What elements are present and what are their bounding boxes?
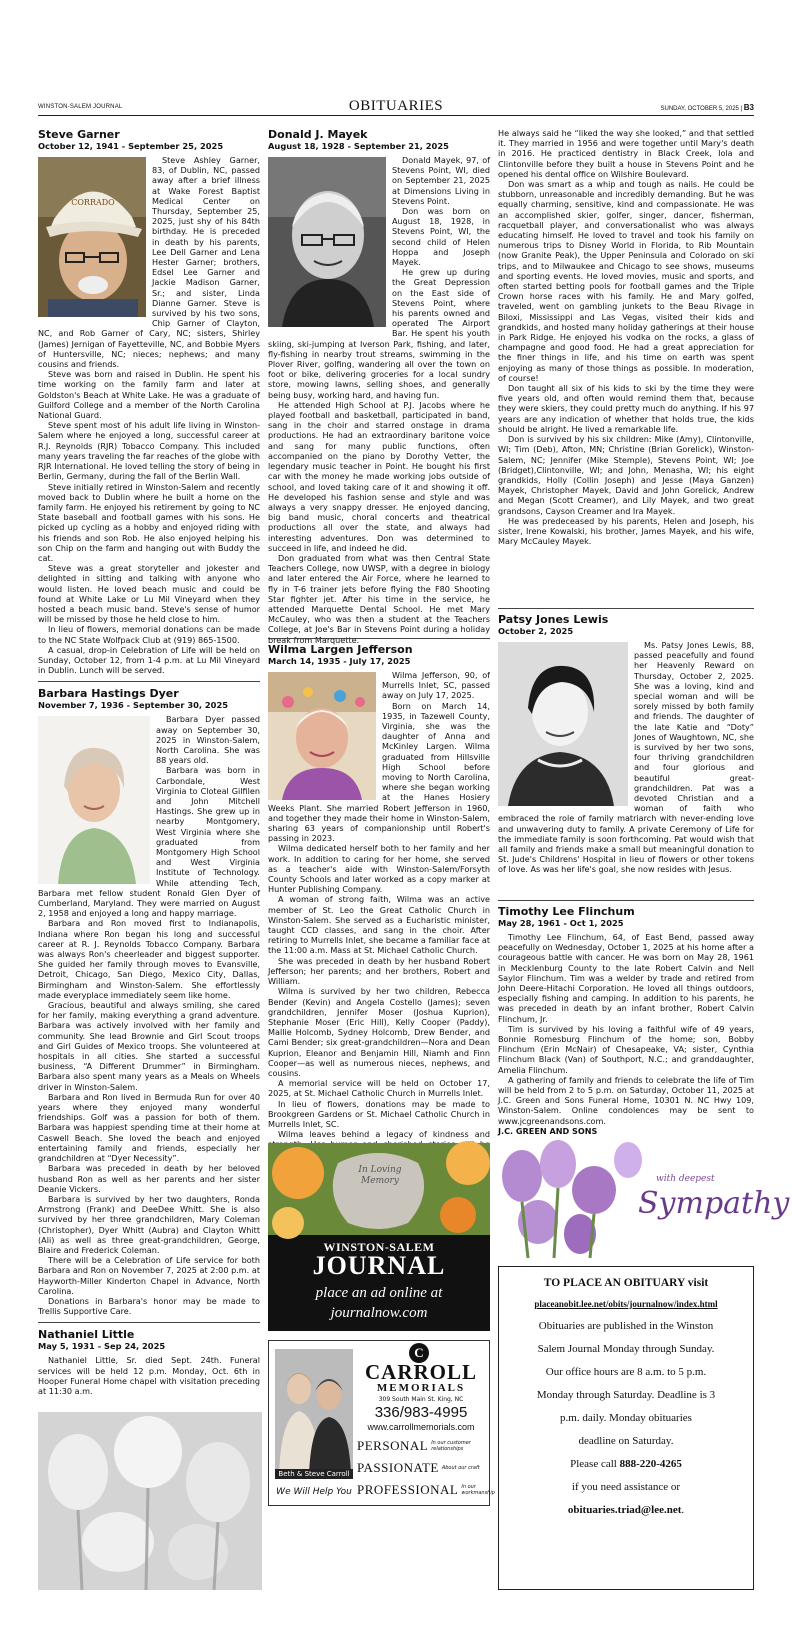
obit-dates: October 2, 2025 [498,626,574,636]
svg-text:CORRADO: CORRADO [71,198,115,207]
portrait-photo [268,157,386,327]
obit-name: Donald J. Mayek [268,128,368,141]
obit-nathaniel-little: Nathaniel Little May 5, 1931 - Sep 24, 2025 Nathaniel Little, Sr. died Sept. 24th. Funeral services will be held 12 p.m. Monday, Oct. 6th in Hooper Funeral Home chapel with visitation preceding at 11:30 a.m. [38,1322,260,1396]
obit-timothy-flinchum: Timothy Lee Flinchum May 28, 1961 - Oct 1, 2025 Timothy Lee Flinchum, 64, of East Bend, passed away peacefully on Wednesday, October 1, 2025 at his home after a courageous battle with cancer. He was born on May 28, 1961 in Mecklenburg County to the late Robert Calvin and Nell Saylor Flinchum. Tim was a welder by trade and retired from John Deere-Hitachi Corporation. He loved all things outdoors, especially fishing and camping. In addition to his parents, he was preceded in death by an infant brother, Robert Calvin Flinchum, Jr. Tim is survived by his loving a faithful wife of 49 years, Bonnie Romesburg Flinchum of the home; son, Bobby Flinchum (Erin McNair) of Chesapeake, VA; sister, Cynthia Flinchum Black (Van) of Southport, N.C.; and granddaughter, Amelia Flinchum. A gathering of family and friends to celebrate the life of Tim will be held from 2 to 5 p.m. on Saturday, October 11, 2025 at J.C. Green and Sons Funeral Home, 10301 N. NC Hwy 109, Winston-Salem. Online condolences may be sent to www.jcgreenandsons.com. J.C. GREEN AND SONS [498,900,754,1146]
ad-link[interactable]: journalnow.com [330,1305,428,1321]
info-title: TO PLACE AN OBITUARY visit [543,1277,709,1289]
portrait-photo [498,642,628,806]
obit-name: Nathaniel Little [38,1328,135,1342]
portrait-photo [38,716,150,884]
info-phone[interactable]: 888-220-4265 [619,1458,682,1470]
ad-line-1: place an ad online at [315,1285,443,1301]
journal-brand: JOURNAL [312,1251,446,1280]
portrait-photo [38,157,146,317]
info-email-line: obituaries.triad@lee.net. [567,1504,685,1516]
sympathy-image [498,1136,790,1258]
paper-name: WINSTON-SALEM JOURNAL [38,104,123,110]
obit-dates: November 7, 1936 - September 30, 2025 [38,700,229,711]
obit-dates: August 18, 1928 - September 21, 2025 [268,141,449,151]
page-header [38,98,754,116]
carroll-address: 309 South Main St. King, NC [378,1396,464,1403]
journal-brand-top: WINSTON-SALEM [323,1240,435,1254]
info-email[interactable]: obituaries.triad@lee.net [567,1504,682,1516]
obit-name: Timothy Lee Flinchum [498,905,635,918]
section-title: OBITUARIES [348,98,444,114]
obit-dates: October 12, 1941 - September 25, 2025 [38,141,224,151]
carroll-phone[interactable]: 336/983-4995 [374,1404,468,1421]
carroll-name: CARROLL [364,1360,477,1384]
sympathy-small: with deepest [656,1174,715,1184]
carroll-sub: MEMORIALS [376,1382,466,1394]
obit-name: Wilma Largen Jefferson [268,643,413,656]
owners-photo [275,1349,353,1475]
journal-ad[interactable] [268,1143,490,1331]
info-url[interactable]: placeanobit.lee.net/obits/journalnow/index.html [534,1299,718,1309]
carroll-memorials-ad[interactable] [268,1340,495,1506]
sympathy-big: Sympathy [638,1186,790,1221]
portrait-photo [268,672,376,800]
obit-donald-mayek: Donald J. Mayek August 18, 1928 - September 21, 2025 Donald Mayek, 97, of Stevens Point, WI, died on September 21, 2025 at Dimensions Living in Stevens Point. Don was born on August 18, 1928, in Stevens Point, WI, the second child of Helen Hoppa and Joseph Mayek. He grew up during the Great Depression on the East side of Stevens Point, where his parents owned and operated The Airport Bar. He spent his youth skiing, ski-jumping at Iverson Park, fishing, and later, fly-fishing in nearby trout streams, swimming in the Plover River, golfing, wandering all over the town on foot or bike, delivering groceries for a local sundry store, mowing lawns, selling shoes, and generally being busy, working hard, and having fun. He attended High School at P.J. Jacobs where he played football and basketball, participated in band, sang in the choir and starred onstage in drama productions. He had an extraordinary baritone voice and sang for many public functions, often accompanied on the piano by Dorothy Vetter, the legendary music teacher in Point. He bought his first car with the money he made working jobs outside of school, and loved taking care of it and showing it off. He developed his fashion sense and style and was always a very snappy dresser. He enjoyed dancing, big band music, choral concerts and theatrical productions all over the state, and always had interesting adventures. Don was determined to succeed in life, and indeed he did. Don graduated from what was then Central State Teachers College, now UWSP, with a degree in biology and later entered the Air Force, where he learned to fly in T-6 trainer jets before flying the F80 Shooting Star fighter jet. After his time in the service, he attended Marquette Dental School. He met Mary McCauley, who was then a student at the Teachers College, at Joe's Bar in Stevens Point during a holiday break from Marquette. [268,128,490,645]
obit-mayek-continued: He always said he “liked the way she looked,” and that settled it. They married in 1956 and were together until Mary's death in 2016. He practiced dentistry in Black Creek, Iola and Clintonville before they built a house in Stevens Point and he opened his dental office on Wilshire Boulevard. Don was smart as a whip and tough as nails. He could be stubborn, unreasonable and incredibly demanding. But he was equally charming, sensitive, kind and compassionate. He was an accomplished skier, golfer, singer, dancer, fisherman, racquetball player, and conversationalist who was always educating himself. He loved to travel and took his family on numerous trips to Disney World in Florida, to Rib Mountain (now Granite Peak), the Upper Peninsula and Colorado on ski trips, and to Milwaukee and Chicago to see shows, museums and sporting events. He loved movies, music and sports, and often started betting pools for football games and the Triple Crown horse races with his family. He and Mary golfed, traveled, went on gambling junkets to the Beau Rivage in Biloxi, Mississippi and Las Vegas, visited their kids and grandkids, and hosted many holiday gatherings at their house in Park Ridge. He enjoyed his vodka on the rocks, a glass of champagne and good food. He had a great appreciation for the finer things in life, and his time on earth was spent enjoying as many of those things as possible. In moderation, of course! Don taught all six of his kids to ski by the time they were five years old, and often would remind them that, because they were skiers, they could pretty much do anything. If his 97 years are any indication of whether that holds true, the kids should be alright. He lived a remarkable life. Don is survived by his six children: Mike (Amy), Clintonville, WI; Tim (Deb), Afton, MN; Christine (Brian Gorelick), Winston-Salem, NC; Jennifer (Mike Stemple), Stevens Point, WI; Joe (Bridget),Clintonville, WI; and John, Menasha, WI; his eight grandkids, Holly (Collin Joseph) and Jesse (Maya Ganzen) Mayek, Christopher Mayek, David and John Gorelick, Andrew and Megan (Scott Creamer), and Lily Mayek, and two great grandsons, Cayson Creamer and Ira Mayek. He was predeceased by his parents, Helen and Joseph, his sister, Irene Kowalski, his brother, James Mayek, and his wife, Mary McCauley Mayek. [498,128,754,547]
obit-steve-garner: Steve Garner October 12, 1941 - September 25, 2025 CORRADO Steve Ashley Garner, 83, of Dublin, NC, passed away after a brief illness at Wake Forest Baptist Medical Center on Thursday, September 25, 2025, just shy of his 84th birthday. He is preceded in death by his parents, Lee Dell Garner and Lena Hester Garner; brothers, Edsel Lee Garner and Jackie Madison Garner, Sr.; and sister, Linda Dianne Garner. Steve is survived by his two sons, Chip Garner of Clayton, NC, and Rob Garner of Cary, NC; sisters, Shirley (James) Jernigan of Fayetteville, NC, and Bobbie Myers of Huntersville, NC; nieces; nephews; and many cousins and friends. Steve was born and raised in Dublin. He spent his time working on the family farm and later at Goldston's Beach at White Lake. He was a graduate of Guilford College and a member of the North Carolina National Guard. Steve spent most of his adult life living in Winston-Salem where he enjoyed a long, successful career at R.J. Reynolds (RJR) Tobacco Company. This included many years traveling the far reaches of the globe with RJR International. He loved telling the story of being in Berlin, Germany, during the fall of the Berlin Wall. Steve initially retired in Winston-Salem and recently moved back to Dublin where he built a home on the family farm. He enjoyed his retirement by going to NC State baseball and football games with his sons. He picked up cycling as a hobby and enjoyed riding with his friends and son Rob. He also enjoyed helping his son Chip on the farm and hanging out with Buddy the cat. Steve was a great storyteller and jokester and delighted in sitting and talking with anyone who would listen. He loved beach music and could be found at White Lake or Lu Mil Vineyard when they hosted a beach music band. Steve's sense of humor will be missed by those he held close to him. In lieu of flowers, memorial donations can be made to the NC State Wolfpack Club at (919) 865-1500. A casual, drop-in Celebration of Life will be held on Sunday, October 12, from 1-4 p.m. at Lu Mil Vineyard in Dublin. Lunch will be served. Barbara Hastings Dyer November 7, 1936 - September 30, 2025 Barbara Dyer passed away on September 30, 2025 in Winston-Salem, North Carolina. She was 88 years old. Barbara was born in Carbondale, West Virginia to Cloteal Gilfilen and John Mitchell Hastings. She grew up in nearby Montgomery, West Virginia where she graduated from Montgomery High School and West Virginia Institute of Technology. While attending Tech, Barbara met fellow student Ronald Glen Dyer of Cumberland, Maryland. They were married on August 2, 1958 and enjoyed a long and happy marriage. Barbara and Ron moved first to Indianapolis, Indiana where Ron began his long and successful career at R. J. Reynolds Tobacco Company. Barbara was always Ron's cheerleader and biggest supporter. She guided her family through moves to Evansville, Detroit, Chicago, San Diego, Mexico City, Dallas, Birmingham and Winston-Salem. She effortlessly made everyplace immediately seem like home. Gracious, beautiful and always smiling, she cared for her family, making everything a grand adventure. Barbara was actively involved with her family and community. She lead Brownie and Girl Scout troops and Girl Guides of Mexico troops. She volunteered at hospitals in all cities. She started a successful business, “A Different Drummer” in Birmingham. Barbara also spent many years as a Meals on Wheels driver in Winston-Salem. Barbara and Ron lived in Bermuda Run for over 40 years where they enjoyed many wonderful friendships. Golf was a passion for both of them. Barbara was happiest spending time at their home at Caswell Beach. She loved the beach and enjoyed entertaining family and friends, especially her grandchildren at “Dyer Necessity”. Barbara was preceded in death by her beloved husband Ron as well as her parents and her sister Deanie Vickers. Barbara is survived by her two daughters, Ronda Armstrong (Frank) and DeeDee Whitt. She is also survived by her three grandchildren, Mary Coleman (Christopher), Dyer Whitt (Aubra) and Clayton Whitt (Ali) as well as three great-grandchildren, George, Blaire and Frederick Coleman. There will be a Celebration of Life service for both Barbara and Ron on November 7, 2025 at 2:00 p.m. at Hayworth-Miller Kinderton Chapel in Advance, North Carolina. Donations in Barbara's honor may be made to Trellis Supportive Care. Nathaniel Little May 5, 1931 - Sep 24, 2025 Nathaniel Little, Sr. died Sept. 24th. Funeral services will be held 12 p.m. Monday, Oct. 6th in Hooper Funeral Home chapel with visitation preceding at 11:30 a.m. [38,128,260,1396]
slogan: We Will Help You [276,1487,352,1497]
info-call: Please call 888-220-4265 [570,1458,682,1470]
obituary-info-box: TO PLACE AN OBITUARY visit placeanobit.lee.net/obits/journalnow/index.html Obituaries are published in the Winston Salem Journal Monday through Sunday. Our office hours are 8 a.m. to 5 p.m. Monday through Saturday. Deadline is 3 p.m. daily. Monday obituaries deadline on Saturday. Please call 888-220-4265 if you need assistance or obituaries.triad@lee.net. [498,1266,754,1590]
carroll-logo: C [409,1343,429,1363]
obit-dates: May 28, 1961 - Oct 1, 2025 [498,918,624,928]
obit-name: Barbara Hastings Dyer [38,687,179,701]
page-number: B3 [743,103,754,112]
obit-name: Steve Garner [38,128,120,141]
obit-dates: May 5, 1931 - Sep 24, 2025 [38,1341,166,1352]
obit-dates: March 14, 1935 - July 17, 2025 [268,656,411,666]
tulip-image [38,1412,262,1590]
stone-text: In Loving Memory [358,1165,402,1186]
owners-caption: Beth & Steve Carroll [275,1469,353,1479]
obit-wilma-jefferson: Wilma Largen Jefferson March 14, 1935 - July 17, 2025 Wilma Jefferson, 90, of Murrells Inlet, SC, passed away on July 17, 2025. Born on March 14, 1935, in Tazewell County, Virginia, she was the daughter of Anna and McKinley Largen. Wilma graduated from Hillsville High School before moving to North Carolina, where she began working at the Hanes Hosiery Weeks Plant. She married Robert Jefferson in 1960, and together they made their home in Winston-Salem, sharing 63 years of companionship until Robert's passing in 2023. Wilma dedicated herself both to her family and her work. In addition to caring for her home, she served as a teacher's aide with Winston-Salem/Forsyth County Schools and later worked as a copy marker at Hunter Publishing Company. A woman of strong faith, Wilma was an active member of St. Leo the Great Catholic Church in Winston-Salem. She served as a Eucharistic minister, taught CCD classes, and sang in the choir. After retiring to Murrells Inlet, she became a familiar face at the 11:00 a.m. Mass at St. Michael Catholic Church. She was preceded in death by her husband Robert Jefferson; her parents; and her brothers, Robert and William. Wilma is survived by her two children, Rebecca Bender (Kevin) and Angela Costello (James); seven grandchildren, Jennifer Moser (Joshua Kuprion), Stephanie Moser (Eric Hill), Kelly Cooper (Paddy), Mallie Holcomb, Sydney Holcomb, Drew Bender, and Cami Bender; six great-grandchildren—Nora and Dean Kuprion, Eleanor and Benjamin Hill, Niamh and Finn Cooper—as well as numerous nieces, nephews, and cousins. A memorial service will be held on October 17, 2025, at St. Michael Catholic Church in Murrells Inlet. In lieu of flowers, donations may be made to Brookgreen Gardens or St. Michael Catholic Church in Murrells Inlet, SC. Wilma leaves behind a legacy of kindness and [268,638,490,1160]
page-date: SUNDAY, OCTOBER 5, 2025 | B3 [660,103,754,112]
memory-stone-image [268,1143,490,1235]
carroll-web[interactable]: www.carrollmemorials.com [367,1422,475,1432]
carroll-values: PERSONAL In our customer relationships PASSIONATE About our craft PROFESSIONAL In our workmanship [357,1438,495,1497]
obit-barbara-dyer: Barbara Hastings Dyer November 7, 1936 - September 30, 2025 Barbara Dyer passed away on September 30, 2025 in Winston-Salem, North Carolina. She was 88 years old. Barbara was born in Carbondale, West Virginia to Cloteal Gilfilen and John Mitchell Hastings. She grew up in nearby Montgomery, West Virginia where she graduated from Montgomery High School and West Virginia Institute of Technology. While attending Tech, Barbara met fellow student Ronald Glen Dyer of Cumberland, Maryland. They were married on August 2, 1958 and enjoyed a long and happy marriage. Barbara and Ron moved first to Indianapolis, Indiana where Ron began his long and successful career at R. J. Reynolds Tobacco Company. Barbara was always Ron's cheerleader and biggest supporter. She guided her family through moves to Evansville, Detroit, Chicago, San Diego, Mexico City, Dallas, Birmingham and Winston-Salem. She effortlessly made everyplace immediately seem like home. Gracious, beautiful and always smiling, she cared for her family, making everything a grand adventure. Barbara was actively involved with her family and community. She lead Brownie and Girl Scout troops and Girl Guides of Mexico troops. She volunteered at hospitals in all cities. She started a successful business, “A Different Drummer” in Birmingham. Barbara also spent many years as a Meals on Wheels driver in Winston-Salem. Barbara and Ron lived in Bermuda Run for over 40 years where they enjoyed many wonderful friendships. Golf was a passion for both of them. Barbara was happiest spending time at their home at Caswell Beach. She loved the beach and enjoyed entertaining family and friends, especially her grandchildren at “Dyer Necessity”. Barbara was preceded in death by her beloved husband Ron as well as her parents and her sister Deanie Vickers. Barbara is survived by her two daughters, Ronda Armstrong (Frank) and DeeDee Whitt. She is also survived by her three grandchildren, Mary Coleman (Christopher), Dyer Whitt (Aubra) and Clayton Whitt (Ali) as well as three great-grandchildren, George, Blaire and Frederick Coleman. There will be a Celebration of Life service for both Barbara and Ron on November 7, 2025 at 2:00 p.m. at Hayworth-Miller Kinderton Chapel in Advance, North Carolina. Donations in Barbara's honor may be made to Trellis Supportive Care. [38,681,260,1316]
funeral-home: J.C. GREEN AND SONS [498,1125,598,1136]
obit-patsy-lewis: Patsy Jones Lewis October 2, 2025 Ms. Patsy Jones Lewis, 88, passed peacefully and found her Heavenly Reward on Thursday, October 2, 2025. She was a loving, kind and special woman and will be sorely missed by both family and friends. The daughter of the late Katie and “Doty” Jones of Waughtown, NC, she is survived by her two sons, four thriving grandchildren and four glorious and beautiful great-grandchildren. Pat was a devoted Christian and a woman of faith who embraced the role of family matriarch with never-ending love and unwavering duty to family. A private Ceremony of Life for the immediate family is soon forthcoming. Pat would wish that all family and friends make a small but meaningful donation to St. Jude's Childrens' Hospital in lieu of flowers or other tokens of love. As was her life's goal, she now resides with Jesus. [498,608,754,875]
obit-name: Patsy Jones Lewis [498,613,609,626]
